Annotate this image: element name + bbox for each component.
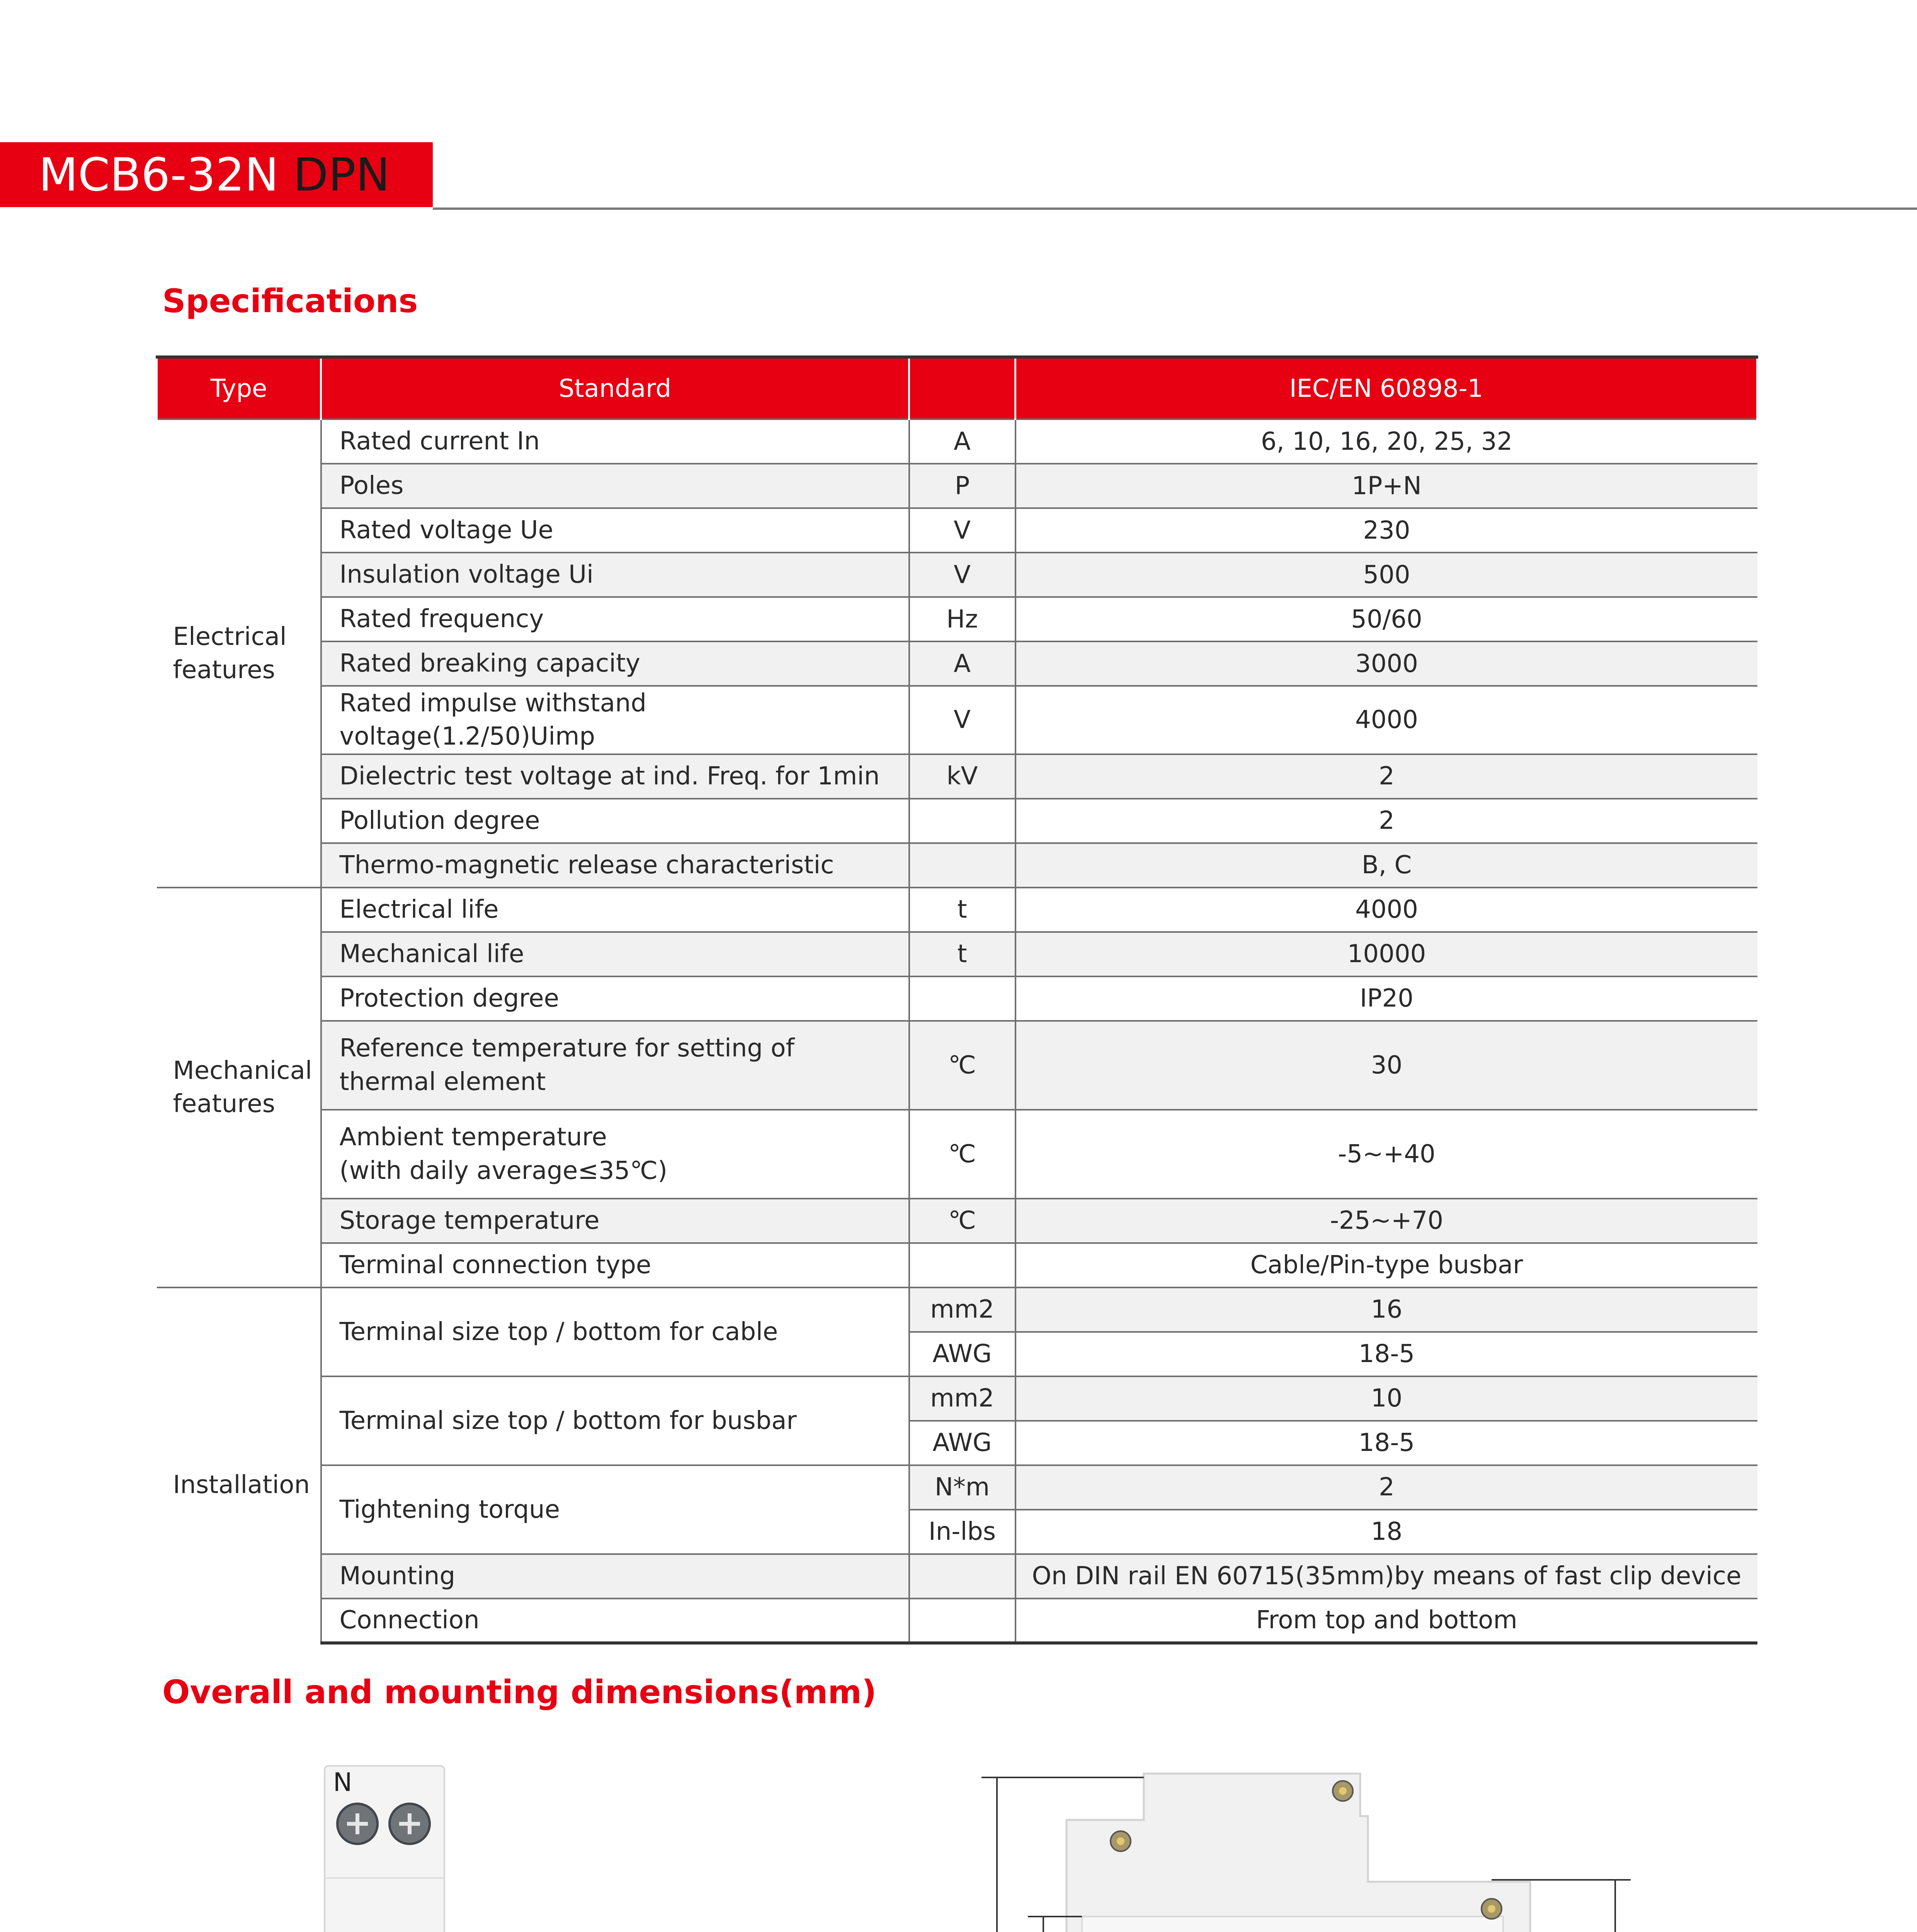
screw-icon (390, 1804, 430, 1844)
spec-value: 2 (1015, 754, 1757, 799)
spec-unit: AWG (909, 1421, 1015, 1465)
table-row (157, 843, 1757, 888)
spec-value: -5~+40 (1015, 1110, 1757, 1199)
spec-value: 2 (1015, 1465, 1757, 1510)
spec-unit (909, 1599, 1015, 1643)
side-label-panel (1082, 1917, 1503, 1932)
spec-unit (909, 1243, 1015, 1287)
spec-value: 16 (1015, 1287, 1757, 1332)
spec-unit: N*m (909, 1465, 1015, 1510)
spec-unit: t (909, 932, 1015, 976)
spec-name: Tightening torque (321, 1465, 909, 1554)
spec-name: Thermo-magnetic release characteristic (321, 843, 909, 888)
table-row (157, 464, 1757, 508)
spec-unit (909, 843, 1015, 888)
spec-name: Rated voltage Ue (321, 508, 909, 553)
table-row (157, 754, 1757, 799)
spec-unit: Hz (909, 597, 1015, 641)
model-name: MCB6-32N (39, 148, 279, 201)
spec-value: B, C (1015, 843, 1757, 888)
rivet-icon (1482, 1899, 1502, 1919)
spec-name: Terminal connection type (321, 1243, 909, 1287)
spec-name: Protection degree (321, 976, 909, 1021)
spec-unit (909, 976, 1015, 1021)
spec-value: 6, 10, 16, 20, 25, 32 (1015, 419, 1757, 464)
spec-value: 10000 (1015, 932, 1757, 976)
rivet-icon (1111, 1831, 1131, 1851)
spec-value: From top and bottom (1015, 1599, 1757, 1643)
spec-value: -25~+70 (1015, 1199, 1757, 1243)
table-row (157, 1554, 1757, 1599)
table-row (157, 1465, 1757, 1510)
header-divider (433, 207, 1917, 210)
spec-unit (909, 1554, 1015, 1599)
group-mechanical-features: Mechanical features (157, 888, 321, 1287)
spec-name: Poles (321, 464, 909, 508)
spec-unit: V (909, 553, 1015, 597)
spec-name: Rated current In (321, 419, 909, 464)
table-row (157, 1243, 1757, 1287)
spec-value: 30 (1015, 1021, 1757, 1110)
spec-name: Insulation voltage Ui (321, 553, 909, 597)
spec-unit: kV (909, 754, 1015, 799)
table-row (157, 419, 1757, 464)
spec-name: Connection (321, 1599, 909, 1643)
spec-value: 4000 (1015, 888, 1757, 932)
front-view-drawing (301, 1754, 479, 1932)
side-view-drawing (951, 1762, 1677, 1932)
spec-value: IP20 (1015, 976, 1757, 1021)
spec-name: Mechanical life (321, 932, 909, 976)
spec-unit: V (909, 508, 1015, 553)
spec-unit: In-lbs (909, 1510, 1015, 1554)
spec-value: 3000 (1015, 641, 1757, 686)
table-row (157, 1376, 1757, 1421)
spec-value: On DIN rail EN 60715(35mm)by means of fast clip device (1015, 1554, 1757, 1599)
rivet-icon (1333, 1781, 1353, 1801)
specifications-heading: Specifications (162, 282, 418, 320)
spec-value: 2 (1015, 799, 1757, 843)
table-row (157, 1110, 1757, 1199)
column-header-type: Type (157, 357, 321, 419)
spec-value: 1P+N (1015, 464, 1757, 508)
spec-name: Rated frequency (321, 597, 909, 641)
spec-name: Storage temperature (321, 1199, 909, 1243)
spec-unit (909, 799, 1015, 843)
table-row (157, 1287, 1757, 1332)
table-row (157, 686, 1757, 754)
model-title (39, 144, 390, 206)
spec-unit: mm2 (909, 1287, 1015, 1332)
group-installation: Installation (157, 1287, 321, 1643)
dimensions-heading: Overall and mounting dimensions(mm) (162, 1673, 877, 1711)
specifications-table (156, 355, 1758, 1645)
spec-name: Terminal size top / bottom for cable (321, 1287, 909, 1376)
spec-name: Electrical life (321, 888, 909, 932)
spec-name: Ambient temperature (with daily average≤35℃) (321, 1110, 909, 1199)
spec-value: 500 (1015, 553, 1757, 597)
table-header-row (157, 357, 1757, 419)
spec-unit: V (909, 686, 1015, 754)
spec-value: 4000 (1015, 686, 1757, 754)
spec-name: Mounting (321, 1554, 909, 1599)
spec-name: Rated impulse withstand voltage(1.2/50)Uimp (321, 686, 909, 754)
screw-icon (337, 1804, 378, 1844)
table-row (157, 553, 1757, 597)
spec-value: 18 (1015, 1510, 1757, 1554)
spec-name: Rated breaking capacity (321, 641, 909, 686)
table-row (157, 597, 1757, 641)
spec-unit: ℃ (909, 1021, 1015, 1110)
model-variant: DPN (293, 148, 390, 201)
table-row (157, 1021, 1757, 1110)
spec-unit: ℃ (909, 1110, 1015, 1199)
spec-unit: A (909, 641, 1015, 686)
table-row (157, 799, 1757, 843)
table-row (157, 1199, 1757, 1243)
spec-name: Terminal size top / bottom for busbar (321, 1376, 909, 1465)
table-row (157, 641, 1757, 686)
spec-value: 50/60 (1015, 597, 1757, 641)
spec-name: Reference temperature for setting of thermal element (321, 1021, 909, 1110)
table-row (157, 976, 1757, 1021)
column-header-unit (909, 357, 1015, 419)
table-row (157, 508, 1757, 553)
column-header-value: IEC/EN 60898-1 (1015, 357, 1757, 419)
spec-value: 230 (1015, 508, 1757, 553)
column-header-standard: Standard (321, 357, 909, 419)
spec-unit: AWG (909, 1332, 1015, 1376)
breaker-side-body (1067, 1774, 1530, 1932)
spec-value: 18-5 (1015, 1421, 1757, 1465)
spec-unit: t (909, 888, 1015, 932)
spec-unit: P (909, 464, 1015, 508)
table-row (157, 888, 1757, 932)
group-electrical-features: Electrical features (157, 419, 321, 888)
spec-value: 10 (1015, 1376, 1757, 1421)
terminal-label-top: N (333, 1767, 352, 1797)
table-row (157, 1599, 1757, 1643)
spec-name: Dielectric test voltage at ind. Freq. for 1min (321, 754, 909, 799)
spec-value: Cable/Pin-type busbar (1015, 1243, 1757, 1287)
spec-unit: mm2 (909, 1376, 1015, 1421)
table-row (157, 932, 1757, 976)
spec-unit: A (909, 419, 1015, 464)
spec-name: Pollution degree (321, 799, 909, 843)
spec-value: 18-5 (1015, 1332, 1757, 1376)
spec-unit: ℃ (909, 1199, 1015, 1243)
